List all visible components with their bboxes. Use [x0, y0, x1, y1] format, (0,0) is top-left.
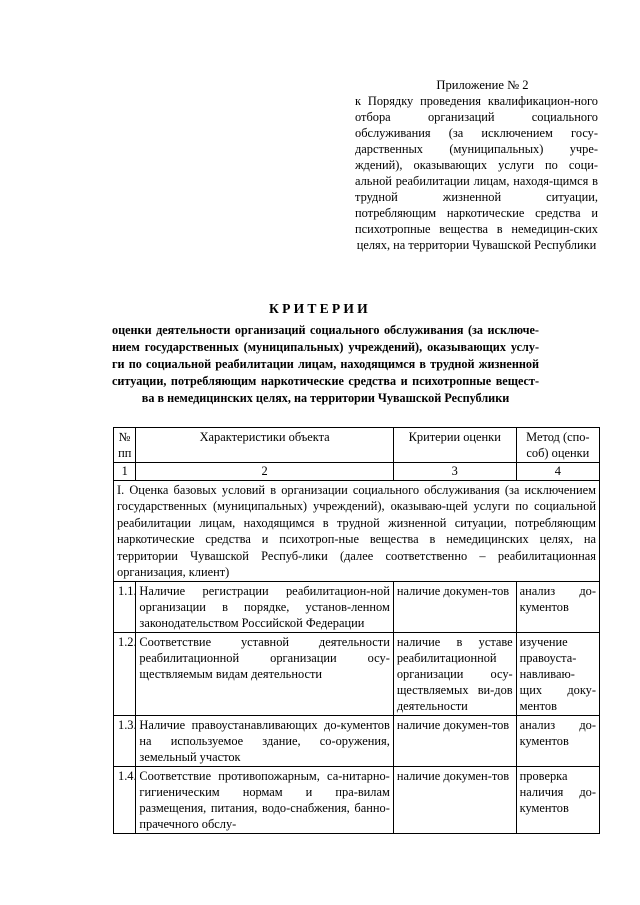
- criteria-title: КРИТЕРИИ: [269, 301, 371, 316]
- table-row: [114, 582, 600, 633]
- section-row: [114, 481, 600, 582]
- row-num: 1.3.: [114, 716, 136, 767]
- column-index: 3: [393, 463, 516, 481]
- header-characteristics: Характеристики объекта: [136, 428, 393, 463]
- annex-title: Приложение № 2: [436, 78, 529, 92]
- row-characteristic: Соответствие противопожарным, са-нитарно-гигиеническим нормам и пра-вилам размещения, питания, водо-снабжения, банно-прачечного обслу-: [136, 767, 393, 834]
- column-index: 1: [114, 463, 136, 481]
- header-num: № пп: [114, 428, 136, 463]
- row-method: проверка наличия до-кументов: [516, 767, 599, 834]
- row-criterion: наличие докумен-тов: [393, 767, 516, 834]
- criteria-subtitle: оценки деятельности организаций социального обслуживания (за исключе-нием государственных (муниципальных) учреждений), оказывающих услу-ги по социальной реабилитации лицам, находящимся в трудной жизненной ситуации, потребляющим наркотические средства и психотропные вещест-ва в немедицинских целях, на территории Чувашской Республики: [112, 323, 539, 405]
- column-index: 2: [136, 463, 393, 481]
- section-title: I. Оценка базовых условий в организации социального обслуживания (за исключением государственных (муниципальных) учреждений), оказываю-щей услуги по социальной реабилитации лицам, находящимся в трудной жизненной ситуации, потребляющим наркотические средства и психотроп-ные вещества в немедицинских целях, на территории Чувашской Респуб-лики (далее соответственно – реабилитационная организация, клиент): [114, 481, 600, 582]
- criteria-table: [113, 427, 600, 834]
- table-row: [114, 767, 600, 834]
- table-row: [114, 716, 600, 767]
- row-characteristic: Соответствие уставной деятельности реабилитационной организации осу-ществляемым видам деятельности: [136, 633, 393, 716]
- row-criterion: наличие докумен-тов: [393, 716, 516, 767]
- row-num: 1.1.: [114, 582, 136, 633]
- annex-block: [355, 77, 598, 253]
- row-characteristic: Наличие регистрации реабилитацион-ной организации в порядке, установ-ленном законодательством Российской Федерации: [136, 582, 393, 633]
- row-num: 1.2.: [114, 633, 136, 716]
- row-criterion: наличие в уставе реабилитационной организации осу-ществляемых ви-дов деятельности: [393, 633, 516, 716]
- row-criterion: наличие докумен-тов: [393, 582, 516, 633]
- header-method: Метод (спо-соб) оценки: [516, 428, 599, 463]
- row-num: 1.4.: [114, 767, 136, 834]
- column-index: 4: [516, 463, 599, 481]
- annex-description: к Порядку проведения квалификацион-ного отбора организаций социального обслуживания (за исключением госу-дарственных (муниципальных) учре-ждений), оказывающих услуги по соци-альной реабилитации лицам, находя-щимся в трудной жизненной ситуации, потребляющим наркотические средства и психотропные вещества в немедицин-ских целях, на территории Чувашской Республики: [355, 94, 598, 252]
- column-index-row: [114, 463, 600, 481]
- header-criteria: Критерии оценки: [393, 428, 516, 463]
- row-characteristic: Наличие правоустанавливающих до-кументов на используемое здание, со-оружения, земельный участок: [136, 716, 393, 767]
- row-method: анализ до-кументов: [516, 716, 599, 767]
- table-row: [114, 633, 600, 716]
- row-method: анализ до-кументов: [516, 582, 599, 633]
- table-header-row: [114, 428, 600, 463]
- row-method: изучение правоуста-навливаю-щих доку-ментов: [516, 633, 599, 716]
